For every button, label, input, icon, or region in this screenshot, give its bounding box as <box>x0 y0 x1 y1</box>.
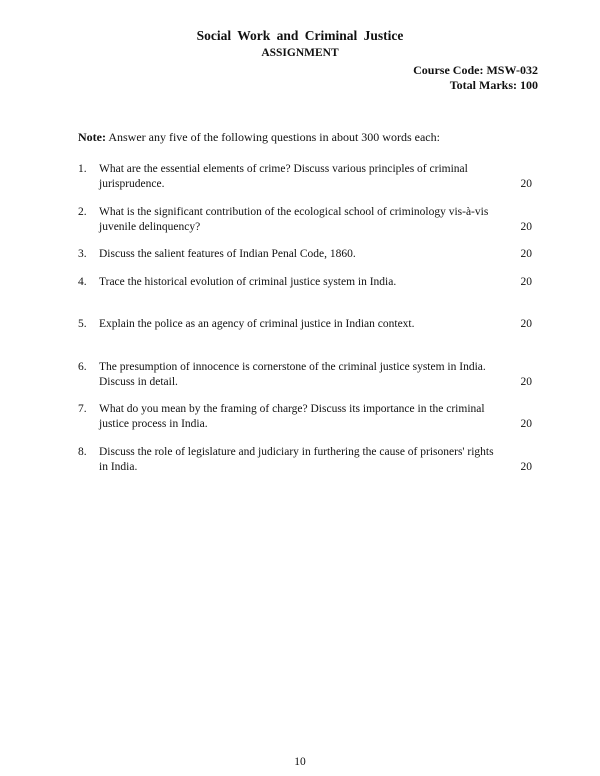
question-marks: 20 <box>520 318 532 330</box>
question-marks: 20 <box>520 248 532 260</box>
question-number: 2. <box>78 206 87 218</box>
note-label: Note: <box>78 130 106 144</box>
question-line: Explain the police as an agency of criminal justice in Indian context. <box>99 318 415 330</box>
question-marks: 20 <box>520 276 532 288</box>
question-line: juvenile delinquency? <box>99 221 201 233</box>
question-text <box>99 205 514 235</box>
note-text: Answer any five of the following questions in about 300 words each: <box>108 130 440 144</box>
question-number: 1. <box>78 163 87 175</box>
page-number: 10 <box>294 756 306 768</box>
question-line: The presumption of innocence is cornerstone of the criminal justice system in India. <box>99 361 486 373</box>
question-line: justice process in India. <box>99 418 208 430</box>
question-text <box>99 275 514 290</box>
document-subtitle: ASSIGNMENT <box>261 47 339 59</box>
question-text <box>99 247 514 262</box>
course-code: Course Code: MSW-032 <box>413 63 538 77</box>
question-line: What are the essential elements of crime? Discuss various principles of criminal <box>99 163 468 175</box>
question-marks: 20 <box>520 418 532 430</box>
instructions-note <box>78 130 440 145</box>
question-line: What is the significant contribution of the ecological school of criminology vis-à-vis <box>99 206 489 218</box>
total-marks: Total Marks: 100 <box>449 78 538 92</box>
question-line: Trace the historical evolution of criminal justice system in India. <box>99 276 397 288</box>
question-marks: 20 <box>520 376 532 388</box>
question-marks: 20 <box>520 461 532 473</box>
document-title: Social Work and Criminal Justice <box>196 28 404 43</box>
question-number: 8. <box>78 446 87 458</box>
question-line: Discuss in detail. <box>99 376 178 388</box>
question-number: 7. <box>78 403 87 415</box>
question-line: jurisprudence. <box>99 178 165 190</box>
question-number: 5. <box>78 318 87 330</box>
question-line: in India. <box>99 461 138 473</box>
question-marks: 20 <box>520 178 532 190</box>
question-number: 4. <box>78 276 87 288</box>
question-text <box>99 402 514 432</box>
question-number: 3. <box>78 248 87 260</box>
question-text <box>99 317 514 332</box>
question-line: Discuss the role of legislature and judiciary in furthering the cause of prisoners' rights <box>99 446 494 458</box>
question-text <box>99 445 514 475</box>
question-text <box>99 360 514 390</box>
question-line: What do you mean by the framing of charge? Discuss its importance in the criminal <box>99 403 485 415</box>
question-marks: 20 <box>520 221 532 233</box>
question-line: Discuss the salient features of Indian Penal Code, 1860. <box>99 248 356 260</box>
question-number: 6. <box>78 361 87 373</box>
question-text <box>99 162 514 192</box>
